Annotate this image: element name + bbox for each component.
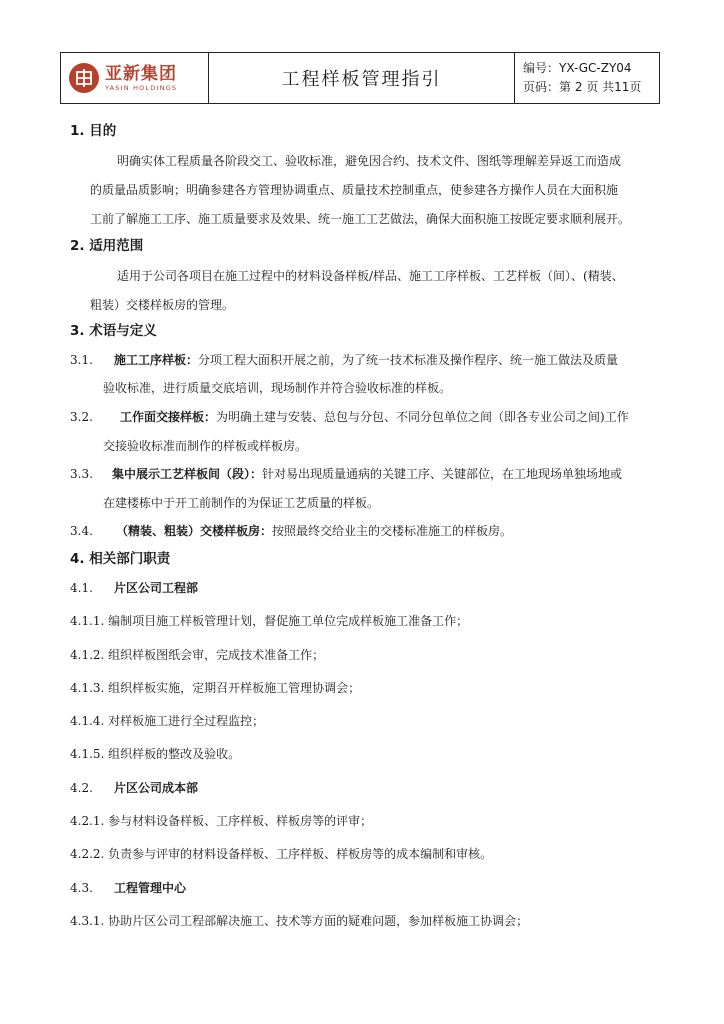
section-heading-terms: 3. 术语与定义: [70, 323, 157, 339]
subsection-heading: [70, 780, 198, 796]
term-item: [70, 523, 512, 539]
paragraph-line: 粗装）交楼样板房的管理。: [90, 298, 235, 312]
subsection-heading: [70, 880, 186, 896]
term-definition-cont: 验收标准，进行质量交底培训，现场制作并符合验收标准的样板。: [103, 381, 452, 395]
document-header: [60, 52, 660, 104]
list-item: 4.1.3. 组织样板实施，定期召开样板施工管理协调会；: [70, 681, 361, 695]
document-title: 工程样板管理指引: [209, 53, 515, 103]
term-name: 集中展示工艺样板间（段）：: [112, 467, 263, 481]
subsection-title: 片区公司工程部: [114, 581, 199, 595]
subsection-number: 4.1.: [70, 581, 93, 595]
company-logo: [61, 53, 209, 103]
item-number: 3.3.: [70, 467, 93, 481]
item-number: 3.2.: [70, 410, 93, 424]
subsection-title: 片区公司成本部: [114, 781, 199, 795]
section-heading-responsibilities: 4. 相关部门职责: [70, 551, 171, 567]
paragraph-line: 适用于公司各项目在施工过程中的材料设备样板/样品、施工工序样板、工艺样板（间）、(精装、: [117, 269, 624, 283]
subsection-heading: [70, 580, 198, 596]
term-definition: 为明确土建与安装、总包与分包、不同分包单位之间（即各专业公司之间)工作: [216, 410, 629, 424]
subsection-number: 4.3.: [70, 881, 93, 895]
term-name: 工作面交接样板：: [120, 410, 217, 424]
section-heading-scope: 2. 适用范围: [70, 238, 144, 254]
item-number: 3.1.: [70, 353, 93, 367]
paragraph-line: 的质量品质影响；明确参建各方管理协调重点、质量技术控制重点，使参建各方操作人员在大面积施: [90, 183, 619, 197]
page-number: 页码：第 2 页 共11页: [523, 80, 642, 94]
list-item: 4.2.1. 参与材料设备样板、工序样板、样板房等的评审；: [70, 814, 373, 828]
subsection-title: 工程管理中心: [114, 881, 187, 895]
list-item: 4.1.2. 组织样板图纸会审，完成技术准备工作；: [70, 648, 325, 662]
subsection-number: 4.2.: [70, 781, 93, 795]
list-item: 4.1.5. 组织样板的整改及验收。: [70, 747, 241, 761]
term-definition: 针对易出现质量通病的关键工序、关键部位，在工地现场单独场地或: [262, 467, 623, 481]
term-item: [70, 409, 629, 425]
list-item: 4.3.1. 协助片区公司工程部解决施工、技术等方面的疑难问题，参加样板施工协调会；: [70, 914, 529, 928]
term-definition-cont: 在建楼栋中于开工前制作的为保证工艺质量的样板。: [103, 496, 380, 510]
list-item: 4.1.1. 编制项目施工样板管理计划，督促施工单位完成样板施工准备工作；: [70, 614, 469, 628]
term-name: （精装、粗装）交楼样板房：: [116, 524, 273, 538]
paragraph-line: 明确实体工程质量各阶段交工、验收标准，避免因合约、技术文件、图纸等理解差异返工而造成: [117, 154, 622, 168]
paragraph-line: 工前了解施工工序、施工质量要求及效果、统一施工工艺做法，确保大面积施工按既定要求顺利展开。: [90, 212, 631, 226]
term-item: [70, 352, 618, 368]
section-heading-purpose: 1. 目的: [70, 123, 117, 139]
list-item: 4.2.2. 负责参与评审的材料设备样板、工序样板、样板房等的成本编制和审核。: [70, 847, 493, 861]
term-item: [70, 466, 622, 482]
term-definition: 分项工程大面积开展之前，为了统一技术标准及操作程序、统一施工做法及质量: [198, 353, 619, 367]
list-item: 4.1.4. 对样板施工进行全过程监控；: [70, 714, 265, 728]
document-code: 编号：YX-GC-ZY04: [523, 61, 632, 75]
item-number: 3.4.: [70, 524, 93, 538]
term-name: 施工工序样板：: [114, 353, 199, 367]
document-meta: [515, 53, 659, 103]
logo-chinese-name: 亚新集团: [105, 63, 177, 84]
logo-english-name: YASIN HOLDINGS: [105, 83, 178, 92]
company-logo-icon: [69, 63, 99, 93]
term-definition: 按照最终交给业主的交楼标准施工的样板房。: [272, 524, 513, 538]
term-definition-cont: 交接验收标准而制作的样板或样板房。: [103, 439, 308, 453]
